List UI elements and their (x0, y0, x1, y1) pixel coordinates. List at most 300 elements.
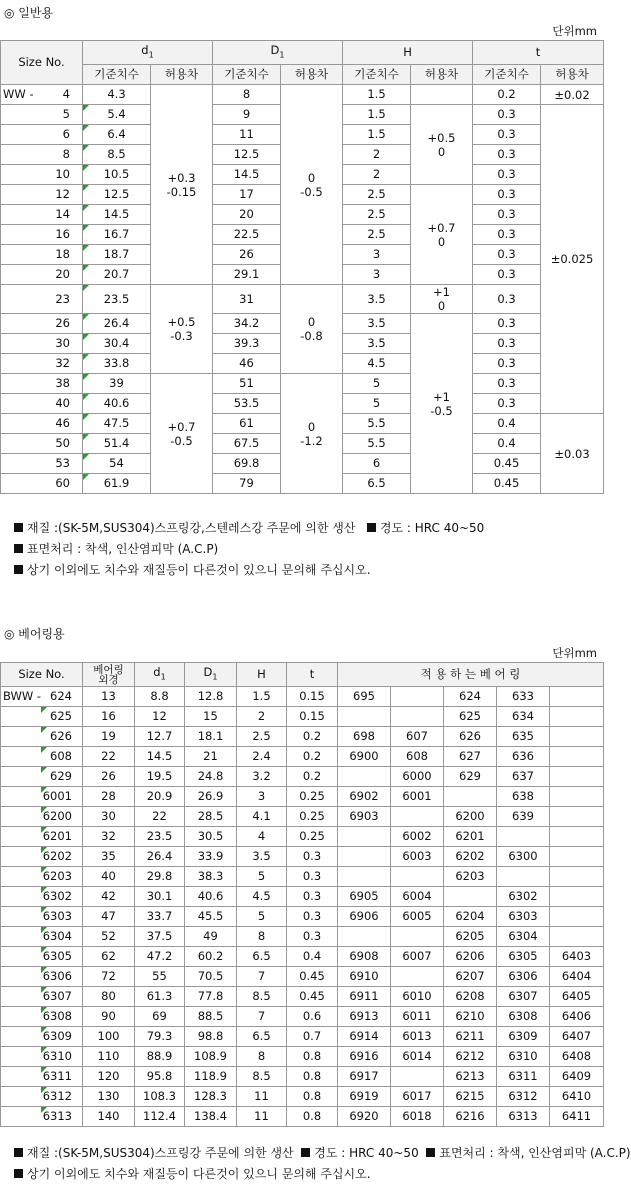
D1-cell: 12.8 (185, 687, 237, 707)
t-std-cell: 0.3 (473, 285, 541, 314)
section1-unit: 단위mm (552, 24, 597, 38)
H-cell: 7 (237, 1007, 287, 1027)
table-row (1, 927, 604, 947)
D1-cell: 70.5 (185, 967, 237, 987)
t-cell: 0.25 (287, 827, 338, 847)
green-mark-icon (41, 1027, 47, 1033)
size-cell (1, 1027, 83, 1047)
t-cell: 0.25 (287, 807, 338, 827)
D1-std-cell: 69.8 (213, 454, 281, 474)
bearing-cell (497, 827, 550, 847)
green-mark-icon (41, 1007, 47, 1013)
bearing-cell: 6312 (497, 1087, 550, 1107)
D1-tol-cell: 0 -1.2 (281, 374, 343, 494)
bearing-cell: 6213 (444, 1067, 497, 1087)
d1-std-cell: 20.7 (83, 265, 151, 285)
bearing-cell: 6300 (497, 847, 550, 867)
size-cell (1, 474, 83, 494)
od-cell: 140 (83, 1107, 135, 1127)
bearing-cell: 6206 (444, 947, 497, 967)
table-row (1, 727, 604, 747)
bearing-cell: 6215 (444, 1087, 497, 1107)
od-cell: 100 (83, 1027, 135, 1047)
table-row (1, 907, 604, 927)
D1-cell: 138.4 (185, 1107, 237, 1127)
table-row (1, 807, 604, 827)
size-value: 6302 (42, 889, 72, 904)
size-cell (1, 1047, 83, 1067)
size-cell (1, 245, 83, 265)
table-row (1, 827, 604, 847)
D1-cell: 28.5 (185, 807, 237, 827)
od-cell: 80 (83, 987, 135, 1007)
bearing-cell (338, 767, 391, 787)
bearing-cell: 6306 (497, 967, 550, 987)
H-cell: 3 (237, 787, 287, 807)
size-cell (1, 1107, 83, 1127)
t-cell: 0.4 (287, 947, 338, 967)
od-cell: 22 (83, 747, 135, 767)
d1-std-cell: 6.4 (83, 125, 151, 145)
green-mark-icon (83, 434, 89, 440)
bearing-cell (550, 727, 604, 747)
D1-cell: 38.3 (185, 867, 237, 887)
green-mark-icon (83, 245, 89, 251)
size-value: 626 (50, 729, 72, 744)
bearing-cell: 6200 (444, 807, 497, 827)
header-std: 기준치수 (343, 65, 411, 85)
bearing-cell: 6309 (497, 1027, 550, 1047)
D1-std-cell: 61 (213, 414, 281, 434)
bearing-cell: 6405 (550, 987, 604, 1007)
size-cell (1, 165, 83, 185)
size-cell (1, 314, 83, 334)
size-cell (1, 105, 83, 125)
green-mark-icon (83, 314, 89, 320)
d1-cell: 30.1 (135, 887, 185, 907)
D1-std-cell: 46 (213, 354, 281, 374)
H-std-cell: 2 (343, 165, 411, 185)
bearing-cell: 6410 (550, 1087, 604, 1107)
table-row (1, 1067, 604, 1087)
H-std-cell: 2.5 (343, 185, 411, 205)
section1-title: ◎ 일반용 (4, 6, 54, 20)
D1-cell: 118.9 (185, 1067, 237, 1087)
bearing-cell: 6003 (391, 847, 444, 867)
table-row (1, 707, 604, 727)
D1-std-cell: 51 (213, 374, 281, 394)
green-mark-icon (41, 1087, 47, 1093)
green-mark-icon (41, 867, 47, 873)
bearing-cell (550, 827, 604, 847)
d1-std-cell: 39 (83, 374, 151, 394)
d1-cell: 14.5 (135, 747, 185, 767)
size-value: 60 (55, 476, 70, 491)
d1-std-cell: 54 (83, 454, 151, 474)
header-t: t (473, 41, 604, 65)
header-tol: 허용차 (151, 65, 213, 85)
H-std-cell: 5.5 (343, 434, 411, 454)
size-cell (1, 747, 83, 767)
D1-std-cell: 9 (213, 105, 281, 125)
bearing-cell: 6208 (444, 987, 497, 1007)
size-value: 46 (55, 416, 70, 431)
D1-std-cell: 26 (213, 245, 281, 265)
size-cell (1, 967, 83, 987)
bearing-cell: 633 (497, 687, 550, 707)
bearing-cell (497, 867, 550, 887)
table-row (1, 967, 604, 987)
size-cell (1, 374, 83, 394)
D1-cell: 108.9 (185, 1047, 237, 1067)
size-value: 18 (55, 247, 70, 262)
bearing-cell (338, 867, 391, 887)
bearing-cell: 6302 (497, 887, 550, 907)
bearing-cell: 6408 (550, 1047, 604, 1067)
bearing-cell: 695 (338, 687, 391, 707)
green-mark-icon (83, 354, 89, 360)
header-size-no: Size No. (1, 663, 83, 687)
size-prefix: BWW - (3, 689, 42, 704)
bearing-cell: 6920 (338, 1107, 391, 1127)
header-H: H (343, 41, 473, 65)
D1-std-cell: 79 (213, 474, 281, 494)
size-value: 30 (55, 336, 70, 351)
size-value: 53 (55, 456, 70, 471)
t-cell: 0.6 (287, 1007, 338, 1027)
od-cell: 32 (83, 827, 135, 847)
bearing-cell: 6305 (497, 947, 550, 967)
H-std-cell: 3.5 (343, 314, 411, 334)
H-cell: 5 (237, 907, 287, 927)
size-cell (1, 907, 83, 927)
t-std-cell: 0.4 (473, 414, 541, 434)
d1-cell: 37.5 (135, 927, 185, 947)
D1-tol-cell: 0 -0.8 (281, 285, 343, 374)
bearing-cell (444, 887, 497, 907)
D1-std-cell: 17 (213, 185, 281, 205)
header-D1: $D_1$ (185, 663, 237, 687)
section1-notes (14, 518, 484, 581)
size-cell (1, 125, 83, 145)
d1-cell: 55 (135, 967, 185, 987)
size-cell (1, 727, 83, 747)
header-applicable-bearing: 적 용 하 는 베 어 링 (338, 663, 604, 687)
size-value: 6311 (42, 1069, 72, 1084)
t-cell: 0.8 (287, 1107, 338, 1127)
od-cell: 130 (83, 1087, 135, 1107)
D1-cell: 24.8 (185, 767, 237, 787)
bearing-cell (444, 787, 497, 807)
size-value: 6308 (42, 1009, 72, 1024)
bearing-cell: 6908 (338, 947, 391, 967)
bearing-cell: 6313 (497, 1107, 550, 1127)
D1-tol-cell: 0 -0.5 (281, 85, 343, 285)
H-cell: 7 (237, 967, 287, 987)
table-row (1, 887, 604, 907)
t-std-cell: 0.3 (473, 125, 541, 145)
bearing-cell (391, 1067, 444, 1087)
t-cell: 0.3 (287, 867, 338, 887)
D1-std-cell: 39.3 (213, 334, 281, 354)
size-value: 6303 (42, 909, 72, 924)
size-value: 8 (62, 147, 70, 162)
bearing-cell (391, 867, 444, 887)
bearing-cell: 6914 (338, 1027, 391, 1047)
od-cell: 110 (83, 1047, 135, 1067)
bearing-spec-table (0, 662, 604, 1127)
bearing-cell (550, 867, 604, 887)
bearing-cell: 608 (391, 747, 444, 767)
t-std-cell: 0.3 (473, 225, 541, 245)
t-cell: 0.3 (287, 927, 338, 947)
t-std-cell: 0.4 (473, 434, 541, 454)
bearing-cell (391, 687, 444, 707)
od-cell: 13 (83, 687, 135, 707)
bearing-cell: 6310 (497, 1047, 550, 1067)
bearing-cell (391, 927, 444, 947)
table-row (1, 1087, 604, 1107)
D1-std-cell: 22.5 (213, 225, 281, 245)
bearing-cell: 6403 (550, 947, 604, 967)
H-cell: 11 (237, 1107, 287, 1127)
H-std-cell: 3 (343, 245, 411, 265)
bearing-cell (550, 687, 604, 707)
table-row (1, 374, 604, 394)
size-value: 6304 (42, 929, 72, 944)
green-mark-icon (83, 205, 89, 211)
size-cell (1, 887, 83, 907)
bearing-cell (550, 787, 604, 807)
bearing-cell: 6216 (444, 1107, 497, 1127)
bearing-cell: 6000 (391, 767, 444, 787)
table-row (1, 1027, 604, 1047)
bearing-cell: 6017 (391, 1087, 444, 1107)
bearing-cell: 6903 (338, 807, 391, 827)
t-cell: 0.3 (287, 847, 338, 867)
size-cell (1, 85, 83, 105)
bearing-cell: 635 (497, 727, 550, 747)
size-value: 625 (50, 709, 72, 724)
t-cell: 0.8 (287, 1047, 338, 1067)
H-std-cell: 5 (343, 394, 411, 414)
od-cell: 19 (83, 727, 135, 747)
d1-cell: 20.9 (135, 787, 185, 807)
d1-std-cell: 26.4 (83, 314, 151, 334)
bearing-cell: 6303 (497, 907, 550, 927)
bearing-cell (338, 847, 391, 867)
H-cell: 2.5 (237, 727, 287, 747)
size-value: 6313 (42, 1109, 72, 1124)
note-inquiry: 상기 이외에도 치수와 재질등이 다른것이 있으니 문의해 주십시오. (27, 563, 371, 577)
d1-std-cell: 5.4 (83, 105, 151, 125)
green-mark-icon (83, 165, 89, 171)
H-tol-cell: +1 0 (411, 285, 473, 314)
H-cell: 6.5 (237, 1027, 287, 1047)
size-cell (1, 334, 83, 354)
bearing-cell (338, 927, 391, 947)
green-mark-icon (83, 185, 89, 191)
size-cell (1, 354, 83, 374)
t-std-cell: 0.3 (473, 105, 541, 125)
od-cell: 47 (83, 907, 135, 927)
note-surface: 표면처리 : 착색, 인산염피막 (A.C.P) (439, 1146, 631, 1160)
section2-notes (14, 1143, 631, 1185)
D1-cell: 98.8 (185, 1027, 237, 1047)
H-cell: 2 (237, 707, 287, 727)
size-cell (1, 787, 83, 807)
od-cell: 42 (83, 887, 135, 907)
t-std-cell: 0.45 (473, 474, 541, 494)
H-tol-cell: +0.5 0 (411, 105, 473, 185)
green-mark-icon (83, 265, 89, 271)
H-cell: 11 (237, 1087, 287, 1107)
d1-std-cell: 18.7 (83, 245, 151, 265)
size-cell (1, 707, 83, 727)
size-value: 6312 (42, 1089, 72, 1104)
bearing-cell: 6207 (444, 967, 497, 987)
green-mark-icon (41, 1107, 47, 1113)
H-cell: 3.2 (237, 767, 287, 787)
H-std-cell: 1.5 (343, 105, 411, 125)
table-row (1, 85, 604, 105)
t-cell: 0.15 (287, 707, 338, 727)
t-std-cell: 0.3 (473, 394, 541, 414)
size-value: 5 (62, 107, 70, 122)
D1-cell: 30.5 (185, 827, 237, 847)
H-cell: 8.5 (237, 987, 287, 1007)
t-tol-cell: ±0.02 (541, 85, 604, 105)
t-cell: 0.25 (287, 787, 338, 807)
bearing-cell: 6007 (391, 947, 444, 967)
H-cell: 8 (237, 1047, 287, 1067)
size-cell (1, 414, 83, 434)
t-cell: 0.8 (287, 1087, 338, 1107)
green-mark-icon (41, 707, 47, 713)
H-std-cell: 5 (343, 374, 411, 394)
bearing-cell: 6906 (338, 907, 391, 927)
bearing-cell: 6018 (391, 1107, 444, 1127)
d1-cell: 19.5 (135, 767, 185, 787)
size-cell (1, 1087, 83, 1107)
header-H: H (237, 663, 287, 687)
header-size-no: Size No. (1, 41, 83, 85)
bearing-cell: 638 (497, 787, 550, 807)
green-mark-icon (83, 125, 89, 131)
size-cell (1, 285, 83, 314)
d1-std-cell: 14.5 (83, 205, 151, 225)
size-value: 12 (55, 187, 70, 202)
od-cell: 26 (83, 767, 135, 787)
d1-std-cell: 16.7 (83, 225, 151, 245)
bearing-cell: 6910 (338, 967, 391, 987)
green-mark-icon (41, 787, 47, 793)
green-mark-icon (41, 987, 47, 993)
size-cell (1, 987, 83, 1007)
D1-std-cell: 67.5 (213, 434, 281, 454)
size-cell (1, 185, 83, 205)
green-mark-icon (41, 807, 47, 813)
green-mark-icon (41, 767, 47, 773)
table-row (1, 1107, 604, 1127)
bearing-cell: 6211 (444, 1027, 497, 1047)
green-mark-icon (41, 1047, 47, 1053)
header-tol: 허용차 (411, 65, 473, 85)
t-cell: 0.7 (287, 1027, 338, 1047)
bearing-cell (550, 767, 604, 787)
od-cell: 16 (83, 707, 135, 727)
size-value: 40 (55, 396, 70, 411)
D1-std-cell: 12.5 (213, 145, 281, 165)
section2-unit: 단위mm (552, 646, 597, 660)
D1-cell: 18.1 (185, 727, 237, 747)
size-value: 23 (55, 291, 70, 306)
bearing-cell (550, 747, 604, 767)
bearing-cell: 6900 (338, 747, 391, 767)
D1-cell: 45.5 (185, 907, 237, 927)
bearing-cell: 6205 (444, 927, 497, 947)
size-cell (1, 394, 83, 414)
size-value: 6201 (42, 829, 72, 844)
bearing-cell: 6411 (550, 1107, 604, 1127)
t-cell: 0.3 (287, 907, 338, 927)
bearing-cell: 6916 (338, 1047, 391, 1067)
d1-cell: 95.8 (135, 1067, 185, 1087)
d1-std-cell: 4.3 (83, 85, 151, 105)
D1-cell: 77.8 (185, 987, 237, 1007)
bearing-cell: 625 (444, 707, 497, 727)
bearing-cell: 6409 (550, 1067, 604, 1087)
d1-cell: 69 (135, 1007, 185, 1027)
bearing-cell: 6210 (444, 1007, 497, 1027)
t-std-cell: 0.3 (473, 165, 541, 185)
H-std-cell: 1.5 (343, 125, 411, 145)
bearing-cell: 6011 (391, 1007, 444, 1027)
d1-std-cell: 40.6 (83, 394, 151, 414)
d1-cell: 88.9 (135, 1047, 185, 1067)
size-cell (1, 947, 83, 967)
t-std-cell: 0.3 (473, 374, 541, 394)
H-cell: 5 (237, 867, 287, 887)
bearing-cell (550, 927, 604, 947)
H-std-cell: 3.5 (343, 285, 411, 314)
bearing-cell: 626 (444, 727, 497, 747)
t-std-cell: 0.3 (473, 354, 541, 374)
green-mark-icon (41, 727, 47, 733)
bearing-cell: 637 (497, 767, 550, 787)
header-std: 기준치수 (473, 65, 541, 85)
bearing-cell: 6917 (338, 1067, 391, 1087)
D1-std-cell: 34.2 (213, 314, 281, 334)
H-std-cell: 1.5 (343, 85, 411, 105)
note-material: 재질 :(SK-5M,SUS304)스프링강 주문에 의한 생산 (27, 1146, 294, 1160)
d1-cell: 22 (135, 807, 185, 827)
size-value: 14 (55, 207, 70, 222)
d1-cell: 23.5 (135, 827, 185, 847)
bearing-cell: 6010 (391, 987, 444, 1007)
green-mark-icon (41, 967, 47, 973)
size-value: 6200 (42, 809, 72, 824)
green-mark-icon (41, 747, 47, 753)
D1-std-cell: 20 (213, 205, 281, 225)
bearing-cell: 6913 (338, 1007, 391, 1027)
H-tol-cell: +1 -0.5 (411, 314, 473, 494)
d1-cell: 47.2 (135, 947, 185, 967)
green-mark-icon (41, 907, 47, 913)
d1-std-cell: 10.5 (83, 165, 151, 185)
t-tol-cell: ±0.03 (541, 414, 604, 494)
size-cell (1, 847, 83, 867)
